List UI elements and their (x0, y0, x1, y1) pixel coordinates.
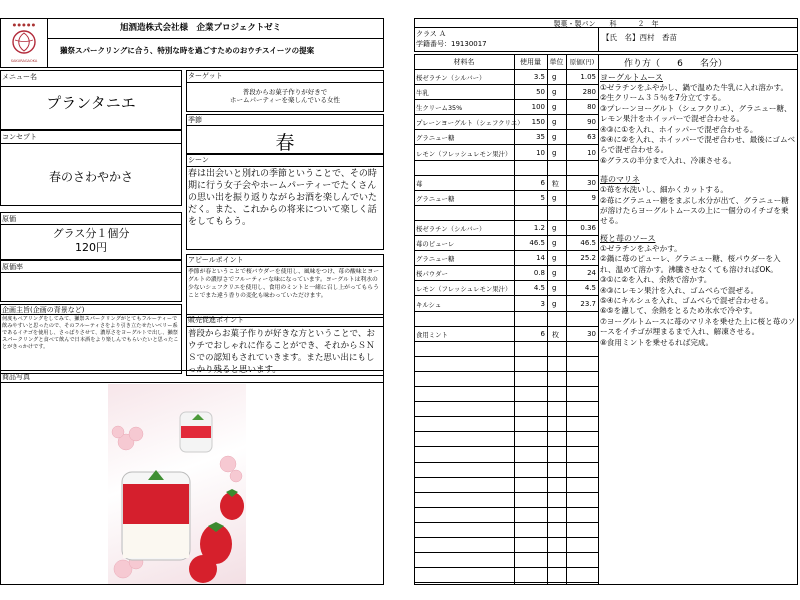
table-row (414, 236, 598, 251)
scene-label: シーン (188, 156, 209, 164)
svg-text:● ● ● ● ●: ● ● ● ● ● (12, 22, 36, 27)
ingredient-name: 桜ゼラチン（シルバー） (416, 74, 486, 82)
table-row (414, 478, 598, 493)
table-row (414, 281, 598, 296)
ingredient-unit: g (552, 148, 557, 157)
ingredient-name: 食用ミント (416, 330, 448, 339)
target-value: 普段からお菓子作りが好きで ホームパーティーを楽しんでいる女性 (230, 88, 340, 104)
ingredient-unit: g (552, 254, 557, 263)
ingredient-cost: 0.36 (580, 224, 596, 232)
price-value-1: グラス分１個分 (52, 227, 130, 240)
method-label: 作り方（ (624, 59, 661, 69)
table-row (414, 432, 598, 447)
ingredient-cost: 63 (587, 133, 596, 142)
menu-name-value: プランタニエ (46, 94, 136, 112)
ingredient-name: 桜パウダー (416, 270, 448, 279)
company-title: 旭酒造株式会社様 企業プロジェクトゼミ (120, 23, 282, 33)
ingredient-cost: 9 (591, 193, 596, 202)
ingredient-qty: 3.5 (533, 73, 545, 81)
appeal-value: 季節が春ということで桜パウダーを使用し、風味をつけ、苺の酸味とヨーグルトの濃厚さでフルーティーな味になっています。ヨーグルトは利水の少ないシェフクリエを使用し、食用のミントと一緒に召し上がってもらうことでまた違う香りの変化も味わっていただけます。 (188, 269, 380, 299)
cost-rate-label: 原価率 (2, 263, 23, 271)
ingredient-name: 生クリーム35% (416, 104, 463, 113)
planning-label: 企画主旨(企画の背景など) (2, 306, 85, 314)
ingredient-unit: 粒 (552, 179, 559, 188)
ingredient-cost: 280 (582, 88, 596, 97)
ingredient-unit: g (552, 118, 557, 127)
price-label: 原価 (2, 215, 16, 223)
ingredient-qty: 150 (531, 118, 545, 127)
ingredient-qty: 35 (536, 133, 545, 142)
method-suffix: 名分） (700, 59, 728, 69)
student-name: 【氏 名】西村 香苗 (602, 33, 677, 42)
ingredient-cost: 25.2 (580, 254, 596, 263)
season-value: 春 (275, 132, 295, 154)
section-title: 桜と苺のソース (600, 233, 656, 243)
table-row (414, 191, 598, 206)
table-row (414, 176, 598, 191)
method-section-2 (600, 174, 796, 227)
recipe-sheet (414, 18, 798, 585)
method-heading (624, 56, 727, 69)
col-quantity: 使用量 (520, 58, 541, 66)
ingredient-cost: 1.05 (580, 73, 596, 81)
table-row (414, 568, 598, 583)
ingredient-cost: 80 (587, 103, 596, 112)
table-row (414, 493, 598, 508)
ingredient-qty: 100 (531, 103, 545, 112)
section-title: 苺のマリネ (600, 175, 640, 185)
method-body (600, 72, 796, 348)
ingredient-name: レモン（フレッシュレモン果汁） (416, 149, 512, 158)
ingredient-unit: g (552, 284, 557, 293)
cost-rate-box (0, 260, 182, 302)
table-row (414, 85, 598, 100)
ingredient-cost: 30 (587, 178, 596, 187)
table-row (414, 266, 598, 281)
table-row (414, 448, 598, 463)
ingredient-cost: 4.5 (584, 284, 596, 293)
ingredient-name: 苺のピューレ (416, 240, 455, 249)
ingredient-qty: 5 (540, 193, 545, 202)
ingredient-list (414, 70, 598, 584)
class-title: 製菓・製パン 科 ２ 年 (553, 20, 659, 28)
table-row (414, 538, 598, 553)
table-row (414, 357, 598, 372)
planning-value: 何度もペアリングをしてみて、獺祭スパークリングがとてもフルーティーで飲みやすいと思ったので、そのフルーティさをより引き立たせたいベリー系であるイチゴを使用し、さっぱりさせて、濃厚さをヨーグルトで出し、獺祭スパークリングと食べて飲んで日本酒をより楽しんでもらいたいと思ったことがきっかけです。 (2, 316, 179, 350)
ingredient-unit: g (552, 239, 557, 248)
ingredient-cost: 24 (587, 269, 596, 278)
ingredient-name: グラニュー糖 (416, 194, 455, 203)
ingredient-qty: 6 (540, 329, 545, 338)
table-row (414, 161, 598, 176)
section-body: ①苺を水洗いし、細かくカットする。 ②苺にグラニュー糖をまぶし水分が出て、グラニュー糖が溶けたらヨーグルトムースの上に一個分のイチゴを乗せる。 (600, 185, 789, 226)
ingredient-qty: 6 (540, 178, 545, 187)
school-logo (3, 20, 45, 66)
promo-label: 販売促進ポイント (188, 316, 244, 324)
table-row (414, 463, 598, 478)
ingredient-name: プレーンヨーグルト（シェフクリエ） (416, 119, 524, 128)
table-row (414, 70, 598, 85)
method-section-1 (600, 72, 796, 166)
table-row (414, 115, 598, 130)
table-row (414, 130, 598, 145)
table-row (414, 508, 598, 523)
section-body: ①ゼラチンをふやかす。 ②鍋に苺のピューレ、グラニュー糖、桜パウダーを入れ、温めて溶かす。沸騰させなくても溶ければOK。 ③①に②を入れ、余熱で溶かす。 ④③にレモン果汁を入れ、ゴムべらで混ぜる。 ⑤④にキルシュを入れ、ゴムべらで混ぜ合わせる。 ⑥⑤を濾して、余熱をとるため氷水で冷やす。 ⑦ヨーグルトムースに苺のマリネを乗せた上に桜と苺のソースをイチゴが埋まるまで入れ、解凍させる。 ⑧食用ミントを乗せるれば完成。 (600, 243, 796, 347)
class-label: クラス Ａ (416, 30, 447, 38)
ingredient-cost: 90 (587, 118, 596, 127)
ingredient-unit: g (552, 299, 557, 308)
table-row (414, 387, 598, 402)
table-row (414, 146, 598, 161)
ingredient-unit: g (552, 133, 557, 142)
table-row (414, 312, 598, 327)
ingredient-name: キルシュ (416, 300, 442, 309)
table-row (414, 523, 598, 538)
table-row (414, 372, 598, 387)
table-row (414, 327, 598, 342)
ingredient-unit: g (552, 73, 557, 81)
ingredient-qty: 50 (536, 88, 545, 97)
concept-label: コンセプト (2, 133, 37, 141)
ingredient-qty: 10 (536, 148, 545, 157)
ingredient-name: 苺 (416, 179, 423, 188)
ingredient-unit: g (552, 269, 557, 278)
col-ingredient: 材料名 (453, 58, 475, 66)
scene-value: 春は出会いと別れの季節ということで、その時期に行う女子会やホームパーティーでたくさんの思い出を振り返りながらお酒を楽しんでいただく。また、これからの将来について楽しく話をしてもらう。 (188, 169, 378, 227)
table-row (414, 297, 598, 312)
ingredient-unit: g (552, 103, 557, 112)
section-title: ヨーグルトムース (600, 73, 663, 82)
ingredient-cost: 10 (587, 148, 596, 157)
photo-label: 商品写真 (2, 373, 30, 381)
ingredient-cost: 30 (587, 329, 596, 338)
ingredient-name: レモン（フレッシュレモン果汁） (416, 285, 512, 294)
ingredient-cost: 23.7 (580, 299, 596, 308)
table-row (414, 402, 598, 417)
concept-value: 春のさわやかさ (48, 170, 133, 184)
ingredient-qty: 4.5 (533, 284, 545, 293)
col-unit: 単位 (549, 58, 564, 66)
ingredient-unit: g (552, 88, 557, 97)
product-photo (108, 384, 246, 584)
ingredient-name: グラニュー糖 (416, 255, 455, 264)
ingredient-unit: 枚 (552, 330, 559, 339)
col-cost: 原価(円) (569, 58, 595, 66)
target-label: ターゲット (188, 72, 223, 80)
student-number: 学籍番号：19130017 (416, 40, 487, 48)
table-row (414, 342, 598, 357)
ingredient-unit: g (552, 224, 557, 232)
price-value-2: 120円 (75, 241, 107, 254)
ingredient-name: グラニュー糖 (416, 134, 455, 143)
appeal-label: アピールポイント (188, 256, 244, 264)
menu-name-label: メニュー名 (2, 73, 37, 81)
section-body: ①ゼラチンをふやかし、鍋で温めた牛乳に入れ溶かす。 ②生クリーム３５％を7分立てする。 ③プレーンヨーグルト（シェフクリエ）、グラニュー糖、レモン果汁をホイッパーで混ぜ合わせる。 ④③に①を入れ、ホイッパーで混ぜ合わせる。 ⑤④に②を入れ、ホイッパーで混ぜ合わせ、最後にゴムべらで混ぜ合わせる。 ⑥グラスの半分まで入れ、冷凍させる。 (600, 83, 796, 165)
table-row (414, 221, 598, 236)
table-row (414, 100, 598, 115)
table-row (414, 417, 598, 432)
ingredient-qty: 1.2 (533, 224, 545, 232)
method-servings: 6 (677, 59, 683, 69)
ingredient-qty: 0.8 (533, 269, 545, 278)
table-row (414, 553, 598, 568)
ingredient-name: 桜ゼラチン（シルバー） (416, 225, 486, 233)
method-section-3 (600, 233, 796, 348)
ingredient-name: 牛乳 (416, 89, 429, 98)
season-label: 季節 (188, 116, 202, 124)
ingredient-unit: g (552, 193, 557, 202)
ingredient-qty: 46.5 (529, 239, 545, 248)
ingredient-qty: 14 (536, 254, 545, 263)
promo-value: 普段からお菓子作りが好きな方ということで、おウチでおしゃれに作ることができ、それからＳＮＳでの認知もされていきます。また思い出にもしっかり残ると思います。 (188, 329, 375, 375)
project-theme: 獺祭スパークリングに合う、特別な時を過ごすためのおウチスイーツの提案 (60, 46, 315, 55)
table-row (414, 251, 598, 266)
ingredient-qty: 3 (540, 299, 545, 308)
project-sheet (0, 18, 384, 585)
logo-text: SAKURAGAOKA (10, 59, 38, 63)
table-row (414, 206, 598, 221)
ingredient-cost: 46.5 (580, 239, 596, 248)
